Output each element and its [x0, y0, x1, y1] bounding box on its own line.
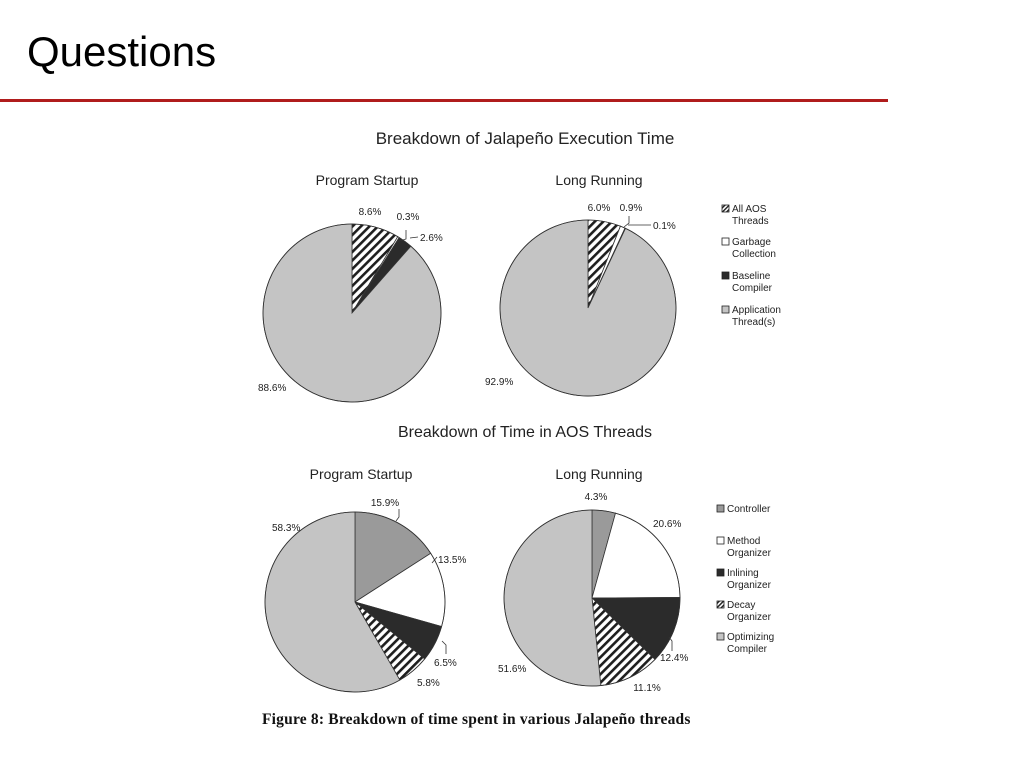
- pie-slice-application-thread-s: [263, 224, 441, 402]
- legend-label-garbage-collection: Garbage Collection: [732, 237, 776, 260]
- legend-swatch-application-thread-s: [722, 306, 729, 313]
- data-label-method-organizer: 13.5%: [438, 555, 467, 566]
- section-title-execution: Breakdown of Jalapeño Execution Time: [375, 129, 675, 148]
- data-label-decay-organizer: 11.1%: [633, 683, 661, 694]
- data-label-application-thread-s: 92.9%: [485, 377, 514, 388]
- pie-chart-1: [258, 172, 443, 402]
- data-label-garbage-collection: 0.9%: [619, 203, 643, 214]
- legend-label-controller: Controller: [727, 504, 771, 515]
- slide-title: Questions: [27, 28, 217, 75]
- data-label-all-aos-threads: 6.0%: [587, 203, 611, 214]
- legend-swatch-garbage-collection: [722, 238, 729, 245]
- section-title-aos: Breakdown of Time in AOS Threads: [397, 424, 653, 441]
- pie-chart-4: [498, 466, 774, 694]
- leader-line: [396, 509, 399, 521]
- data-label-optimizing-compiler: 58.3%: [272, 523, 301, 534]
- legend: [722, 204, 781, 328]
- legend-swatch-decay-organizer: [717, 601, 724, 608]
- legend: [717, 504, 774, 655]
- data-label-inlining-organizer: 6.5%: [434, 658, 457, 669]
- data-label-garbage-collection: 0.3%: [396, 212, 420, 223]
- data-label-decay-organizer: 5.8%: [417, 678, 440, 689]
- legend-label-decay-organizer: Decay Organizer: [727, 600, 771, 623]
- legend-label-application-thread-s: Application Thread(s): [732, 305, 781, 328]
- legend-label-baseline-compiler: Baseline Compiler: [732, 271, 773, 294]
- legend-label-optimizing-compiler: Optimizing Compiler: [727, 632, 775, 655]
- pie-chart-title: Long Running: [555, 466, 643, 482]
- data-label-controller: 4.3%: [584, 492, 608, 503]
- pie-chart-2: [485, 172, 781, 396]
- pie-slice-optimizing-compiler: [504, 510, 601, 686]
- data-label-inlining-organizer: 12.4%: [660, 653, 689, 664]
- leader-line: [442, 641, 446, 654]
- data-label-controller: 15.9%: [370, 498, 400, 509]
- legend-swatch-method-organizer: [717, 537, 724, 544]
- data-label-method-organizer: 20.6%: [653, 519, 682, 530]
- legend-swatch-inlining-organizer: [717, 569, 724, 576]
- data-label-baseline-compiler: 2.6%: [420, 233, 443, 244]
- pie-chart-title: Program Startup: [309, 466, 413, 482]
- pie-slice-application-thread-s: [500, 220, 676, 396]
- legend-swatch-optimizing-compiler: [717, 633, 724, 640]
- legend-label-inlining-organizer: Inlining Organizer: [727, 568, 771, 591]
- legend-swatch-all-aos-threads: [722, 205, 729, 212]
- pie-chart-3: [265, 466, 466, 692]
- data-label-application-thread-s: 88.6%: [258, 383, 287, 394]
- data-label-all-aos-threads: 8.6%: [358, 207, 382, 218]
- pie-chart-title: Program Startup: [315, 172, 419, 188]
- legend-swatch-controller: [717, 505, 724, 512]
- legend-label-all-aos-threads: All AOS Threads: [732, 204, 769, 227]
- data-label-optimizing-compiler: 51.6%: [498, 664, 527, 675]
- leader-line: [410, 237, 418, 238]
- legend-swatch-baseline-compiler: [722, 272, 729, 279]
- data-label-baseline-compiler: 0.1%: [653, 221, 676, 232]
- pie-chart-title: Long Running: [555, 172, 643, 188]
- figure-caption: Figure 8: Breakdown of time spent in various Jalapeño threads: [262, 711, 691, 728]
- legend-label-method-organizer: Method Organizer: [727, 536, 771, 559]
